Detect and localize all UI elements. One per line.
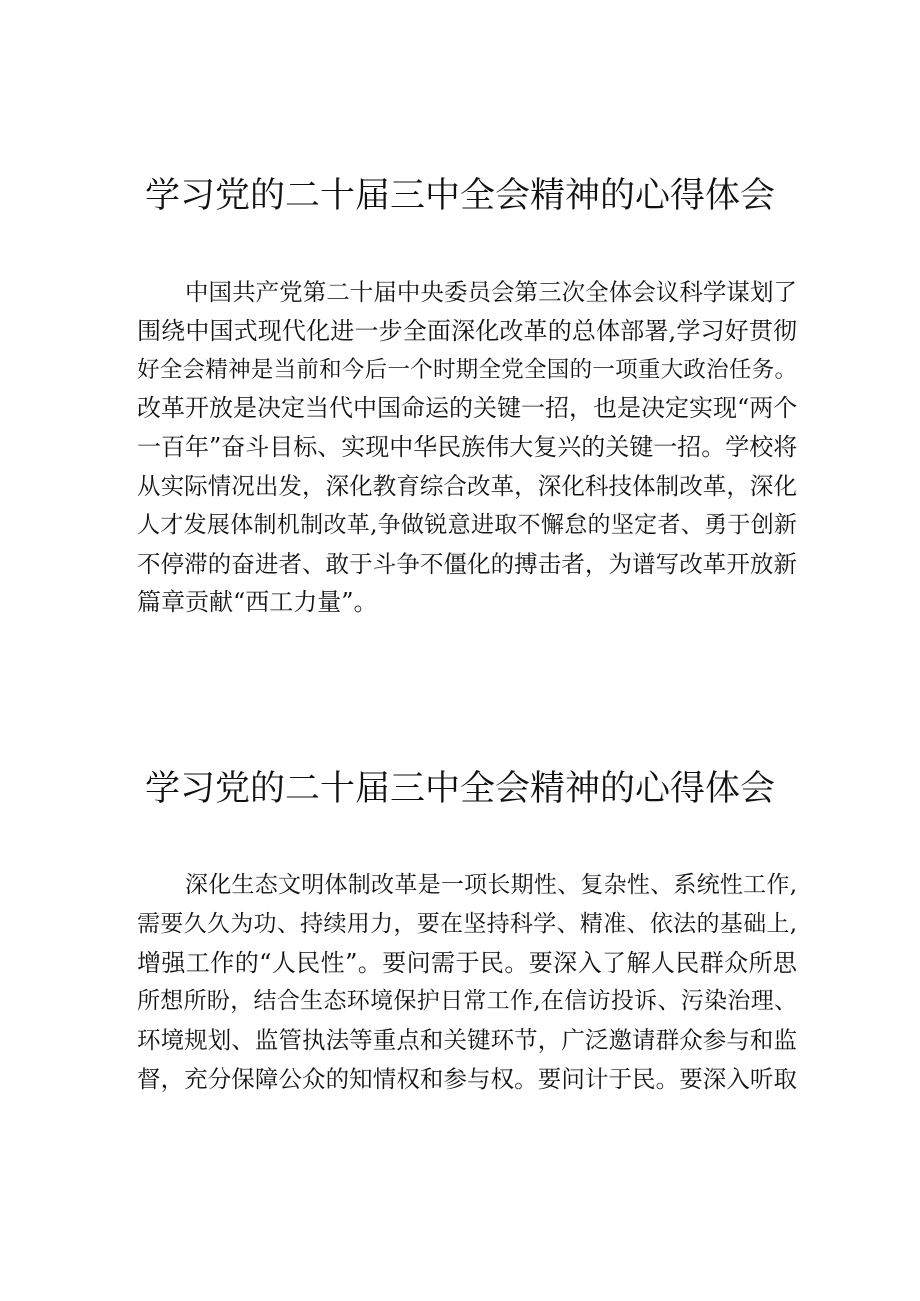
paragraph [137,273,797,622]
section-title: 学习党的二十届三中全会精神的心得体会 [144,176,775,216]
text-line: 需要久久为功、持续用力，要在坚持科学、精准、依法的基础上, [137,910,797,937]
text-line: 改革开放是决定当代中国命运的关键一招，也是决定实现“两个 [137,394,798,423]
paragraph [137,866,797,1099]
text-line: 督，充分保障公众的知情权和参与权。要问计于民。要深入听取 [137,1064,797,1093]
text-line: 所想所盼，结合生态环境保护日常工作,在信访投诉、污染治理、 [137,988,797,1015]
text-line: 人才发展体制机制改革,争做锐意进取不懈怠的坚定者、勇于创新 [137,511,797,538]
text-line: 从实际情况出发，深化教育综合改革，深化科技体制改革，深化 [137,471,797,500]
section-title: 学习党的二十届三中全会精神的心得体会 [144,769,775,809]
text-line: 好全会精神是当前和今后一个时期全党全国的一项重大政治任务。 [137,356,797,383]
text-line: 环境规划、监管执法等重点和关键环节，广泛邀请群众参与和监 [137,1026,797,1055]
text-line: 深化生态文明体制改革是一项长期性、复杂性、系统性工作, [185,872,797,898]
text-line: 围绕中国式现代化进一步全面深化改革的总体部署,学习好贯彻 [137,316,797,345]
text-line: 篇章贡献“西工力量”。 [137,588,378,617]
text-line: 中国共产党第二十届中央委员会第三次全体会议科学谋划了 [185,278,797,306]
text-line: 一百年”奋斗目标、实现中华民族伟大复兴的关键一招。学校将 [137,433,798,462]
text-line: 增强工作的“人民性”。要问需于民。要深入了解人民群众所思 [137,948,797,977]
text-line: 不停滞的奋进者、敢于斗争不僵化的搏击者，为谱写改革开放新 [137,549,797,578]
